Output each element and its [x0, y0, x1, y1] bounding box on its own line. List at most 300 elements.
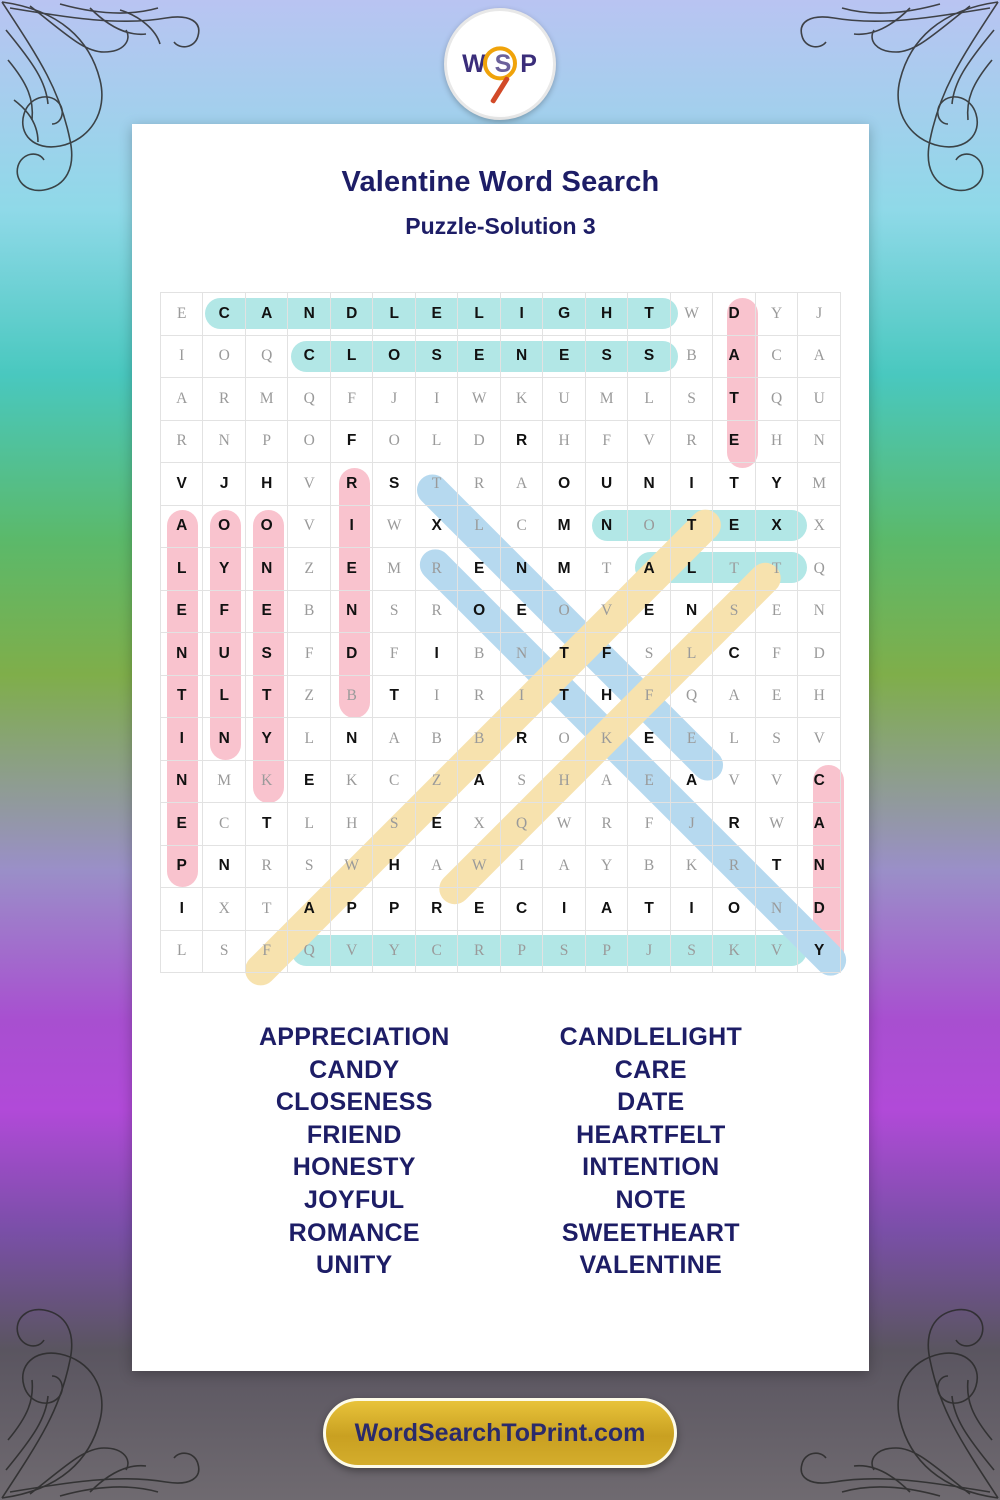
grid-cell: V [628, 420, 670, 463]
grid-row [161, 675, 841, 718]
grid-cell: C [203, 803, 246, 846]
grid-cell: R [415, 548, 457, 591]
grid-cell: A [798, 803, 841, 846]
grid-cell: W [755, 803, 798, 846]
grid-cell: E [161, 590, 203, 633]
grid-cell: S [245, 633, 288, 676]
grid-cell: M [543, 505, 586, 548]
grid-cell: L [458, 293, 501, 336]
grid-cell: N [500, 335, 542, 378]
grid-cell: C [713, 633, 755, 676]
grid-cell: H [585, 675, 628, 718]
grid-cell: O [203, 505, 246, 548]
grid-cell: L [161, 930, 203, 973]
grid-cell: N [798, 845, 841, 888]
word-list-column-left [259, 1021, 450, 1282]
grid-cell: T [755, 548, 798, 591]
grid-cell: J [203, 463, 246, 506]
grid-cell: B [288, 590, 330, 633]
grid-cell: A [415, 845, 457, 888]
grid-cell: O [543, 718, 586, 761]
grid-cell: K [245, 760, 288, 803]
grid-cell: X [203, 888, 246, 931]
grid-cell: Z [415, 760, 457, 803]
grid-cell: V [330, 930, 373, 973]
grid-cell: W [373, 505, 416, 548]
grid-cell: L [203, 675, 246, 718]
grid-cell: A [713, 335, 755, 378]
grid-cell: R [161, 420, 203, 463]
grid-cell: S [755, 718, 798, 761]
grid-cell: C [755, 335, 798, 378]
grid-cell: H [585, 293, 628, 336]
grid-cell: H [798, 675, 841, 718]
grid-cell: O [543, 590, 586, 633]
grid-cell: P [373, 888, 416, 931]
site-logo [444, 8, 556, 120]
grid-row [161, 505, 841, 548]
grid-cell: E [458, 548, 501, 591]
grid-cell: B [330, 675, 373, 718]
grid-cell: R [670, 420, 713, 463]
grid-cell: A [670, 760, 713, 803]
grid-cell: E [500, 590, 542, 633]
grid-cell: Q [288, 378, 330, 421]
grid-cell: Z [288, 675, 330, 718]
grid-cell: I [415, 675, 457, 718]
word-search-grid-wrapper [160, 292, 841, 973]
grid-row [161, 760, 841, 803]
grid-cell: N [203, 420, 246, 463]
grid-cell: O [203, 335, 246, 378]
grid-cell: I [670, 463, 713, 506]
grid-cell: E [288, 760, 330, 803]
grid-cell: E [415, 293, 457, 336]
grid-row [161, 463, 841, 506]
word-item: HEARTFELT [576, 1120, 726, 1149]
grid-cell: T [670, 505, 713, 548]
grid-cell: F [628, 803, 670, 846]
grid-cell: E [415, 803, 457, 846]
grid-cell: A [161, 378, 203, 421]
grid-cell: N [628, 463, 670, 506]
grid-cell: T [755, 845, 798, 888]
grid-cell: N [330, 718, 373, 761]
grid-cell: N [755, 888, 798, 931]
grid-cell: N [161, 633, 203, 676]
grid-row [161, 293, 841, 336]
grid-cell: M [585, 378, 628, 421]
grid-cell: T [161, 675, 203, 718]
grid-cell: B [670, 335, 713, 378]
grid-cell: R [585, 803, 628, 846]
grid-cell: O [543, 463, 586, 506]
grid-cell: T [245, 675, 288, 718]
grid-cell: D [798, 888, 841, 931]
grid-row [161, 335, 841, 378]
word-item: FRIEND [306, 1120, 402, 1149]
grid-cell: B [415, 718, 457, 761]
grid-cell: R [458, 930, 501, 973]
grid-cell: D [330, 633, 373, 676]
grid-cell: E [543, 335, 586, 378]
puzzle-sheet [132, 124, 869, 1371]
grid-cell: A [500, 463, 542, 506]
grid-cell: C [798, 760, 841, 803]
grid-cell: W [458, 378, 501, 421]
grid-cell: U [798, 378, 841, 421]
grid-row [161, 845, 841, 888]
grid-cell: X [415, 505, 457, 548]
grid-cell: E [713, 505, 755, 548]
grid-cell: O [713, 888, 755, 931]
grid-cell: E [755, 675, 798, 718]
grid-cell: S [288, 845, 330, 888]
grid-cell: Q [245, 335, 288, 378]
grid-cell: K [585, 718, 628, 761]
word-item: VALENTINE [579, 1251, 723, 1280]
grid-cell: U [543, 378, 586, 421]
grid-cell: K [500, 378, 542, 421]
grid-cell: F [245, 930, 288, 973]
grid-cell: O [245, 505, 288, 548]
grid-cell: E [755, 590, 798, 633]
grid-cell: C [500, 888, 542, 931]
logo-letters: W S P [462, 49, 538, 78]
grid-cell: N [798, 420, 841, 463]
word-list-column-right [560, 1021, 742, 1282]
grid-cell: P [161, 845, 203, 888]
grid-row [161, 930, 841, 973]
word-item: DATE [617, 1088, 685, 1117]
grid-cell: R [245, 845, 288, 888]
grid-cell: I [161, 335, 203, 378]
word-item: SWEETHEART [561, 1218, 740, 1247]
grid-cell: P [245, 420, 288, 463]
grid-cell: K [670, 845, 713, 888]
grid-cell: T [373, 675, 416, 718]
grid-cell: S [373, 590, 416, 633]
grid-cell: L [670, 548, 713, 591]
grid-cell: Q [798, 548, 841, 591]
grid-cell: T [713, 463, 755, 506]
grid-cell: L [161, 548, 203, 591]
grid-cell: G [543, 293, 586, 336]
grid-cell: N [203, 845, 246, 888]
grid-cell: M [798, 463, 841, 506]
grid-cell: T [543, 675, 586, 718]
grid-cell: A [713, 675, 755, 718]
grid-cell: A [161, 505, 203, 548]
grid-cell: E [330, 548, 373, 591]
grid-cell: D [330, 293, 373, 336]
grid-cell: W [670, 293, 713, 336]
grid-cell: E [161, 803, 203, 846]
grid-cell: Y [755, 293, 798, 336]
grid-cell: Q [500, 803, 542, 846]
grid-cell: V [288, 463, 330, 506]
grid-cell: S [203, 930, 246, 973]
grid-cell: W [458, 845, 501, 888]
grid-cell: N [670, 590, 713, 633]
grid-cell: P [330, 888, 373, 931]
grid-cell: K [713, 930, 755, 973]
word-item: CARE [614, 1055, 687, 1084]
grid-cell: E [458, 888, 501, 931]
grid-cell: E [458, 335, 501, 378]
grid-cell: L [330, 335, 373, 378]
word-item: APPRECIATION [258, 1023, 450, 1051]
grid-cell: E [628, 760, 670, 803]
grid-row [161, 633, 841, 676]
word-item: CLOSENESS [275, 1088, 433, 1117]
grid-cell: O [373, 335, 416, 378]
grid-cell: L [628, 378, 670, 421]
grid-cell: J [373, 378, 416, 421]
grid-cell: R [500, 718, 542, 761]
grid-cell: S [543, 930, 586, 973]
grid-cell: H [245, 463, 288, 506]
grid-cell: F [585, 420, 628, 463]
grid-cell: I [500, 675, 542, 718]
page-title: Valentine Word Search [341, 166, 660, 198]
grid-row [161, 718, 841, 761]
grid-cell: T [713, 378, 755, 421]
grid-cell: S [373, 803, 416, 846]
grid-cell: R [500, 420, 542, 463]
grid-cell: I [670, 888, 713, 931]
grid-cell: A [245, 293, 288, 336]
grid-cell: N [161, 760, 203, 803]
grid-cell: X [798, 505, 841, 548]
grid-cell: F [628, 675, 670, 718]
grid-cell: F [203, 590, 246, 633]
grid-cell: M [373, 548, 416, 591]
grid-cell: H [755, 420, 798, 463]
grid-cell: K [330, 760, 373, 803]
grid-cell: S [500, 760, 542, 803]
grid-cell: O [628, 505, 670, 548]
grid-cell: H [543, 420, 586, 463]
grid-cell: V [161, 463, 203, 506]
grid-cell: U [203, 633, 246, 676]
grid-cell: R [713, 803, 755, 846]
grid-cell: D [713, 293, 755, 336]
word-item: CANDLELIGHT [559, 1023, 743, 1051]
grid-cell: Q [670, 675, 713, 718]
grid-cell: C [500, 505, 542, 548]
grid-cell: O [373, 420, 416, 463]
grid-cell: V [755, 760, 798, 803]
grid-cell: L [288, 803, 330, 846]
grid-cell: R [330, 463, 373, 506]
grid-cell: E [161, 293, 203, 336]
grid-cell: A [373, 718, 416, 761]
grid-cell: O [288, 420, 330, 463]
grid-cell: R [458, 675, 501, 718]
grid-cell: C [373, 760, 416, 803]
grid-cell: N [330, 590, 373, 633]
grid-cell: S [670, 930, 713, 973]
grid-row [161, 888, 841, 931]
grid-cell: L [373, 293, 416, 336]
grid-cell: E [245, 590, 288, 633]
grid-cell: F [330, 378, 373, 421]
grid-cell: N [245, 548, 288, 591]
grid-cell: E [628, 590, 670, 633]
grid-cell: C [288, 335, 330, 378]
grid-cell: N [203, 718, 246, 761]
grid-cell: R [415, 590, 457, 633]
grid-cell: T [628, 293, 670, 336]
word-item: NOTE [615, 1185, 687, 1214]
grid-cell: A [288, 888, 330, 931]
grid-cell: F [373, 633, 416, 676]
grid-cell: S [415, 335, 457, 378]
grid-cell: I [415, 633, 457, 676]
grid-cell: R [713, 845, 755, 888]
grid-cell: X [458, 803, 501, 846]
grid-cell: M [203, 760, 246, 803]
grid-cell: O [458, 590, 501, 633]
grid-cell: C [203, 293, 246, 336]
grid-cell: A [628, 548, 670, 591]
grid-cell: N [500, 548, 542, 591]
grid-row [161, 803, 841, 846]
grid-cell: V [288, 505, 330, 548]
grid-cell: L [288, 718, 330, 761]
grid-cell: L [458, 505, 501, 548]
grid-cell: B [458, 633, 501, 676]
grid-cell: L [415, 420, 457, 463]
grid-cell: R [415, 888, 457, 931]
grid-cell: I [500, 845, 542, 888]
grid-cell: S [628, 633, 670, 676]
grid-cell: T [713, 548, 755, 591]
grid-cell: S [373, 463, 416, 506]
grid-cell: T [415, 463, 457, 506]
word-search-grid [160, 292, 841, 973]
grid-cell: P [585, 930, 628, 973]
grid-cell: H [543, 760, 586, 803]
magnifier-icon [483, 46, 517, 80]
grid-cell: W [543, 803, 586, 846]
grid-cell: Y [373, 930, 416, 973]
word-list [132, 1021, 869, 1282]
word-item: INTENTION [582, 1153, 720, 1182]
grid-cell: T [543, 633, 586, 676]
grid-cell: A [585, 760, 628, 803]
grid-cell: T [245, 888, 288, 931]
grid-cell: S [585, 335, 628, 378]
grid-cell: C [415, 930, 457, 973]
grid-cell: Y [798, 930, 841, 973]
grid-cell: D [798, 633, 841, 676]
grid-cell: N [500, 633, 542, 676]
grid-cell: F [288, 633, 330, 676]
grid-cell: S [670, 378, 713, 421]
grid-cell: A [585, 888, 628, 931]
grid-cell: E [628, 718, 670, 761]
word-item: HONESTY [292, 1153, 416, 1182]
grid-cell: U [585, 463, 628, 506]
grid-cell: J [798, 293, 841, 336]
grid-cell: B [628, 845, 670, 888]
grid-cell: E [713, 420, 755, 463]
grid-cell: Y [585, 845, 628, 888]
grid-cell: I [161, 718, 203, 761]
word-item: JOYFUL [304, 1185, 405, 1214]
grid-cell: D [458, 420, 501, 463]
grid-cell: X [755, 505, 798, 548]
grid-cell: F [585, 633, 628, 676]
grid-cell: R [203, 378, 246, 421]
grid-cell: M [543, 548, 586, 591]
website-label: WordSearchToPrint.com [354, 1418, 646, 1447]
grid-cell: V [585, 590, 628, 633]
grid-cell: Y [203, 548, 246, 591]
grid-cell: I [415, 378, 457, 421]
grid-body [161, 293, 841, 973]
page-subtitle: Puzzle-Solution 3 [405, 213, 596, 239]
grid-cell: Z [288, 548, 330, 591]
grid-cell: T [245, 803, 288, 846]
grid-cell: N [585, 505, 628, 548]
grid-cell: V [713, 760, 755, 803]
grid-row [161, 548, 841, 591]
grid-row [161, 378, 841, 421]
grid-cell: I [330, 505, 373, 548]
grid-cell: S [713, 590, 755, 633]
grid-cell: J [628, 930, 670, 973]
grid-cell: S [628, 335, 670, 378]
website-button[interactable] [323, 1398, 677, 1468]
grid-cell: Q [288, 930, 330, 973]
grid-cell: L [670, 633, 713, 676]
grid-cell: R [458, 463, 501, 506]
grid-cell: B [458, 718, 501, 761]
grid-cell: A [798, 335, 841, 378]
word-item: CANDY [309, 1055, 400, 1084]
grid-cell: H [330, 803, 373, 846]
grid-cell: Q [755, 378, 798, 421]
grid-cell: Y [245, 718, 288, 761]
word-item: UNITY [316, 1251, 393, 1280]
grid-cell: V [755, 930, 798, 973]
grid-cell: T [585, 548, 628, 591]
grid-cell: V [798, 718, 841, 761]
grid-cell: T [628, 888, 670, 931]
grid-cell: I [500, 293, 542, 336]
grid-cell: H [373, 845, 416, 888]
grid-cell: N [798, 590, 841, 633]
grid-cell: I [161, 888, 203, 931]
grid-cell: P [500, 930, 542, 973]
grid-cell: E [670, 718, 713, 761]
grid-cell: W [330, 845, 373, 888]
grid-cell: L [713, 718, 755, 761]
grid-cell: J [670, 803, 713, 846]
grid-cell: I [543, 888, 586, 931]
grid-row [161, 590, 841, 633]
grid-cell: N [288, 293, 330, 336]
grid-cell: A [458, 760, 501, 803]
grid-cell: A [543, 845, 586, 888]
word-item: ROMANCE [288, 1218, 420, 1247]
grid-cell: M [245, 378, 288, 421]
grid-cell: F [755, 633, 798, 676]
grid-cell: F [330, 420, 373, 463]
